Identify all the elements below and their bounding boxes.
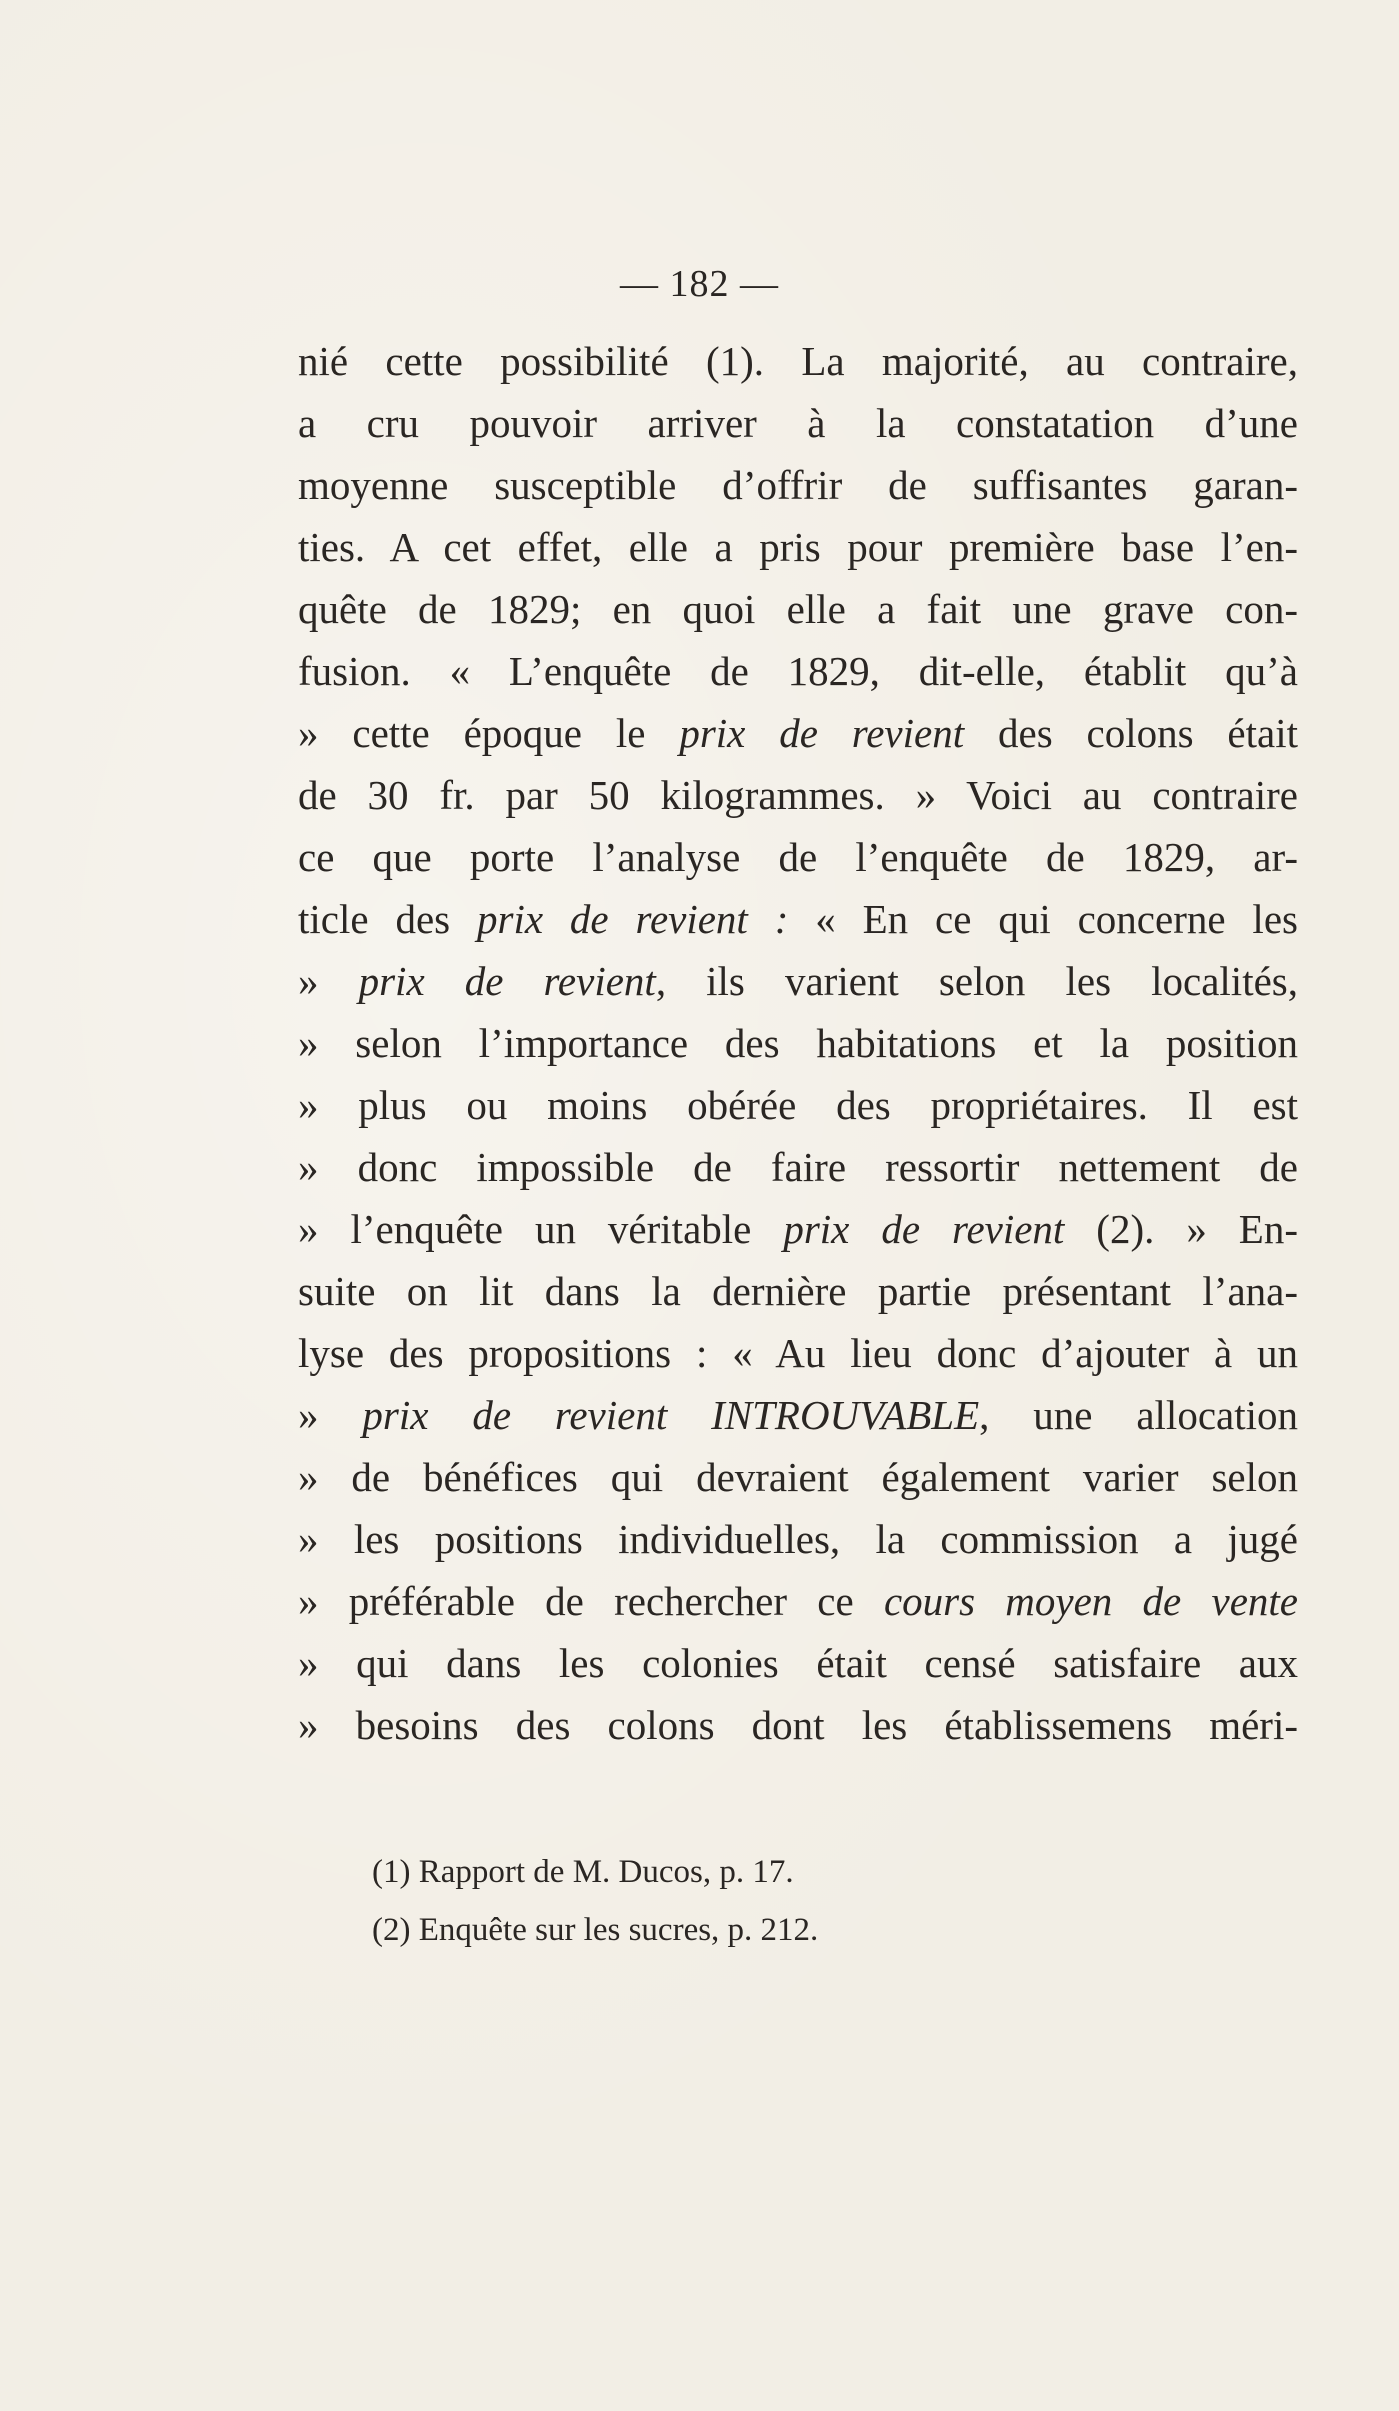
text-line bbox=[298, 950, 1298, 1012]
text-segment: , ils varient selon les localités, bbox=[655, 958, 1298, 1004]
text-line bbox=[298, 888, 1298, 950]
text-segment: » selon l’importance des habitations et la position bbox=[298, 1020, 1298, 1066]
footnote: (2) Enquête sur les sucres, p. 212. bbox=[372, 1912, 819, 1948]
text-segment: quête de 1829; en quoi elle a fait une grave con- bbox=[298, 586, 1298, 632]
text-line bbox=[298, 1694, 1298, 1756]
text-segment: a cru pouvoir arriver à la constatation d’une bbox=[298, 400, 1298, 446]
text-line bbox=[298, 1322, 1298, 1384]
italic-text: cours moyen de vente bbox=[883, 1578, 1298, 1624]
text-segment: des colons était bbox=[964, 710, 1298, 756]
text-line bbox=[298, 764, 1298, 826]
text-segment: » l’enquête un véritable bbox=[298, 1206, 784, 1252]
text-segment: » besoins des colons dont les établissemens méri- bbox=[298, 1702, 1298, 1748]
text-line bbox=[298, 640, 1298, 702]
text-line bbox=[298, 330, 1298, 392]
italic-text: prix de revient : bbox=[477, 896, 789, 942]
text-segment: fusion. « L’enquête de 1829, dit-elle, établit qu’à bbox=[298, 648, 1298, 694]
text-segment: ticle des bbox=[298, 896, 477, 942]
text-segment: » qui dans les colonies était censé satisfaire aux bbox=[298, 1640, 1298, 1686]
text-segment: » donc impossible de faire ressortir nettement de bbox=[298, 1144, 1298, 1190]
text-segment: ties. A cet effet, elle a pris pour première base l’en- bbox=[298, 524, 1298, 570]
text-segment: » cette époque le bbox=[298, 710, 680, 756]
text-line bbox=[298, 392, 1298, 454]
page-number: — 182 — bbox=[620, 263, 779, 305]
text-line bbox=[298, 1446, 1298, 1508]
italic-text: prix de revient bbox=[679, 710, 965, 756]
italic-text: prix de revient bbox=[783, 1206, 1065, 1252]
text-segment: ce que porte l’analyse de l’enquête de 1829, ar- bbox=[298, 834, 1298, 880]
footnotes bbox=[372, 1843, 1172, 1959]
text-line bbox=[298, 1012, 1298, 1074]
body-text bbox=[298, 330, 1298, 1756]
text-segment: » bbox=[298, 958, 359, 1004]
italic-text: prix de revient bbox=[358, 958, 656, 1004]
text-line bbox=[298, 454, 1298, 516]
text-line bbox=[298, 826, 1298, 888]
text-line bbox=[298, 1136, 1298, 1198]
text-line bbox=[298, 702, 1298, 764]
text-line bbox=[298, 1260, 1298, 1322]
text-line bbox=[298, 1198, 1298, 1260]
text-segment: (2). » En- bbox=[1064, 1206, 1298, 1252]
text-line bbox=[298, 1074, 1298, 1136]
text-segment: » préférable de rechercher ce bbox=[298, 1578, 884, 1624]
text-segment: » bbox=[298, 1392, 363, 1438]
text-segment: , une allocation bbox=[979, 1392, 1298, 1438]
text-line bbox=[298, 516, 1298, 578]
italic-text: prix de revient INTROUVABLE bbox=[362, 1392, 980, 1438]
text-segment: « En ce qui concerne les bbox=[788, 896, 1298, 942]
text-line bbox=[298, 1570, 1298, 1632]
text-line bbox=[298, 578, 1298, 640]
text-segment: » plus ou moins obérée des propriétaires. Il est bbox=[298, 1082, 1298, 1128]
text-segment: moyenne susceptible d’offrir de suffisantes garan- bbox=[298, 462, 1298, 508]
text-segment: de 30 fr. par 50 kilogrammes. » Voici au contraire bbox=[298, 772, 1298, 818]
text-segment: lyse des propositions : « Au lieu donc d’ajouter à un bbox=[298, 1330, 1298, 1376]
text-segment: suite on lit dans la dernière partie présentant l’ana- bbox=[298, 1268, 1298, 1314]
text-segment: » de bénéfices qui devraient également varier selon bbox=[298, 1454, 1298, 1500]
text-line bbox=[298, 1632, 1298, 1694]
text-line bbox=[298, 1384, 1298, 1446]
text-segment: nié cette possibilité (1). La majorité, au contraire, bbox=[298, 338, 1298, 384]
text-segment: » les positions individuelles, la commission a jugé bbox=[298, 1516, 1298, 1562]
footnote: (1) Rapport de M. Ducos, p. 17. bbox=[372, 1854, 794, 1890]
text-line bbox=[298, 1508, 1298, 1570]
